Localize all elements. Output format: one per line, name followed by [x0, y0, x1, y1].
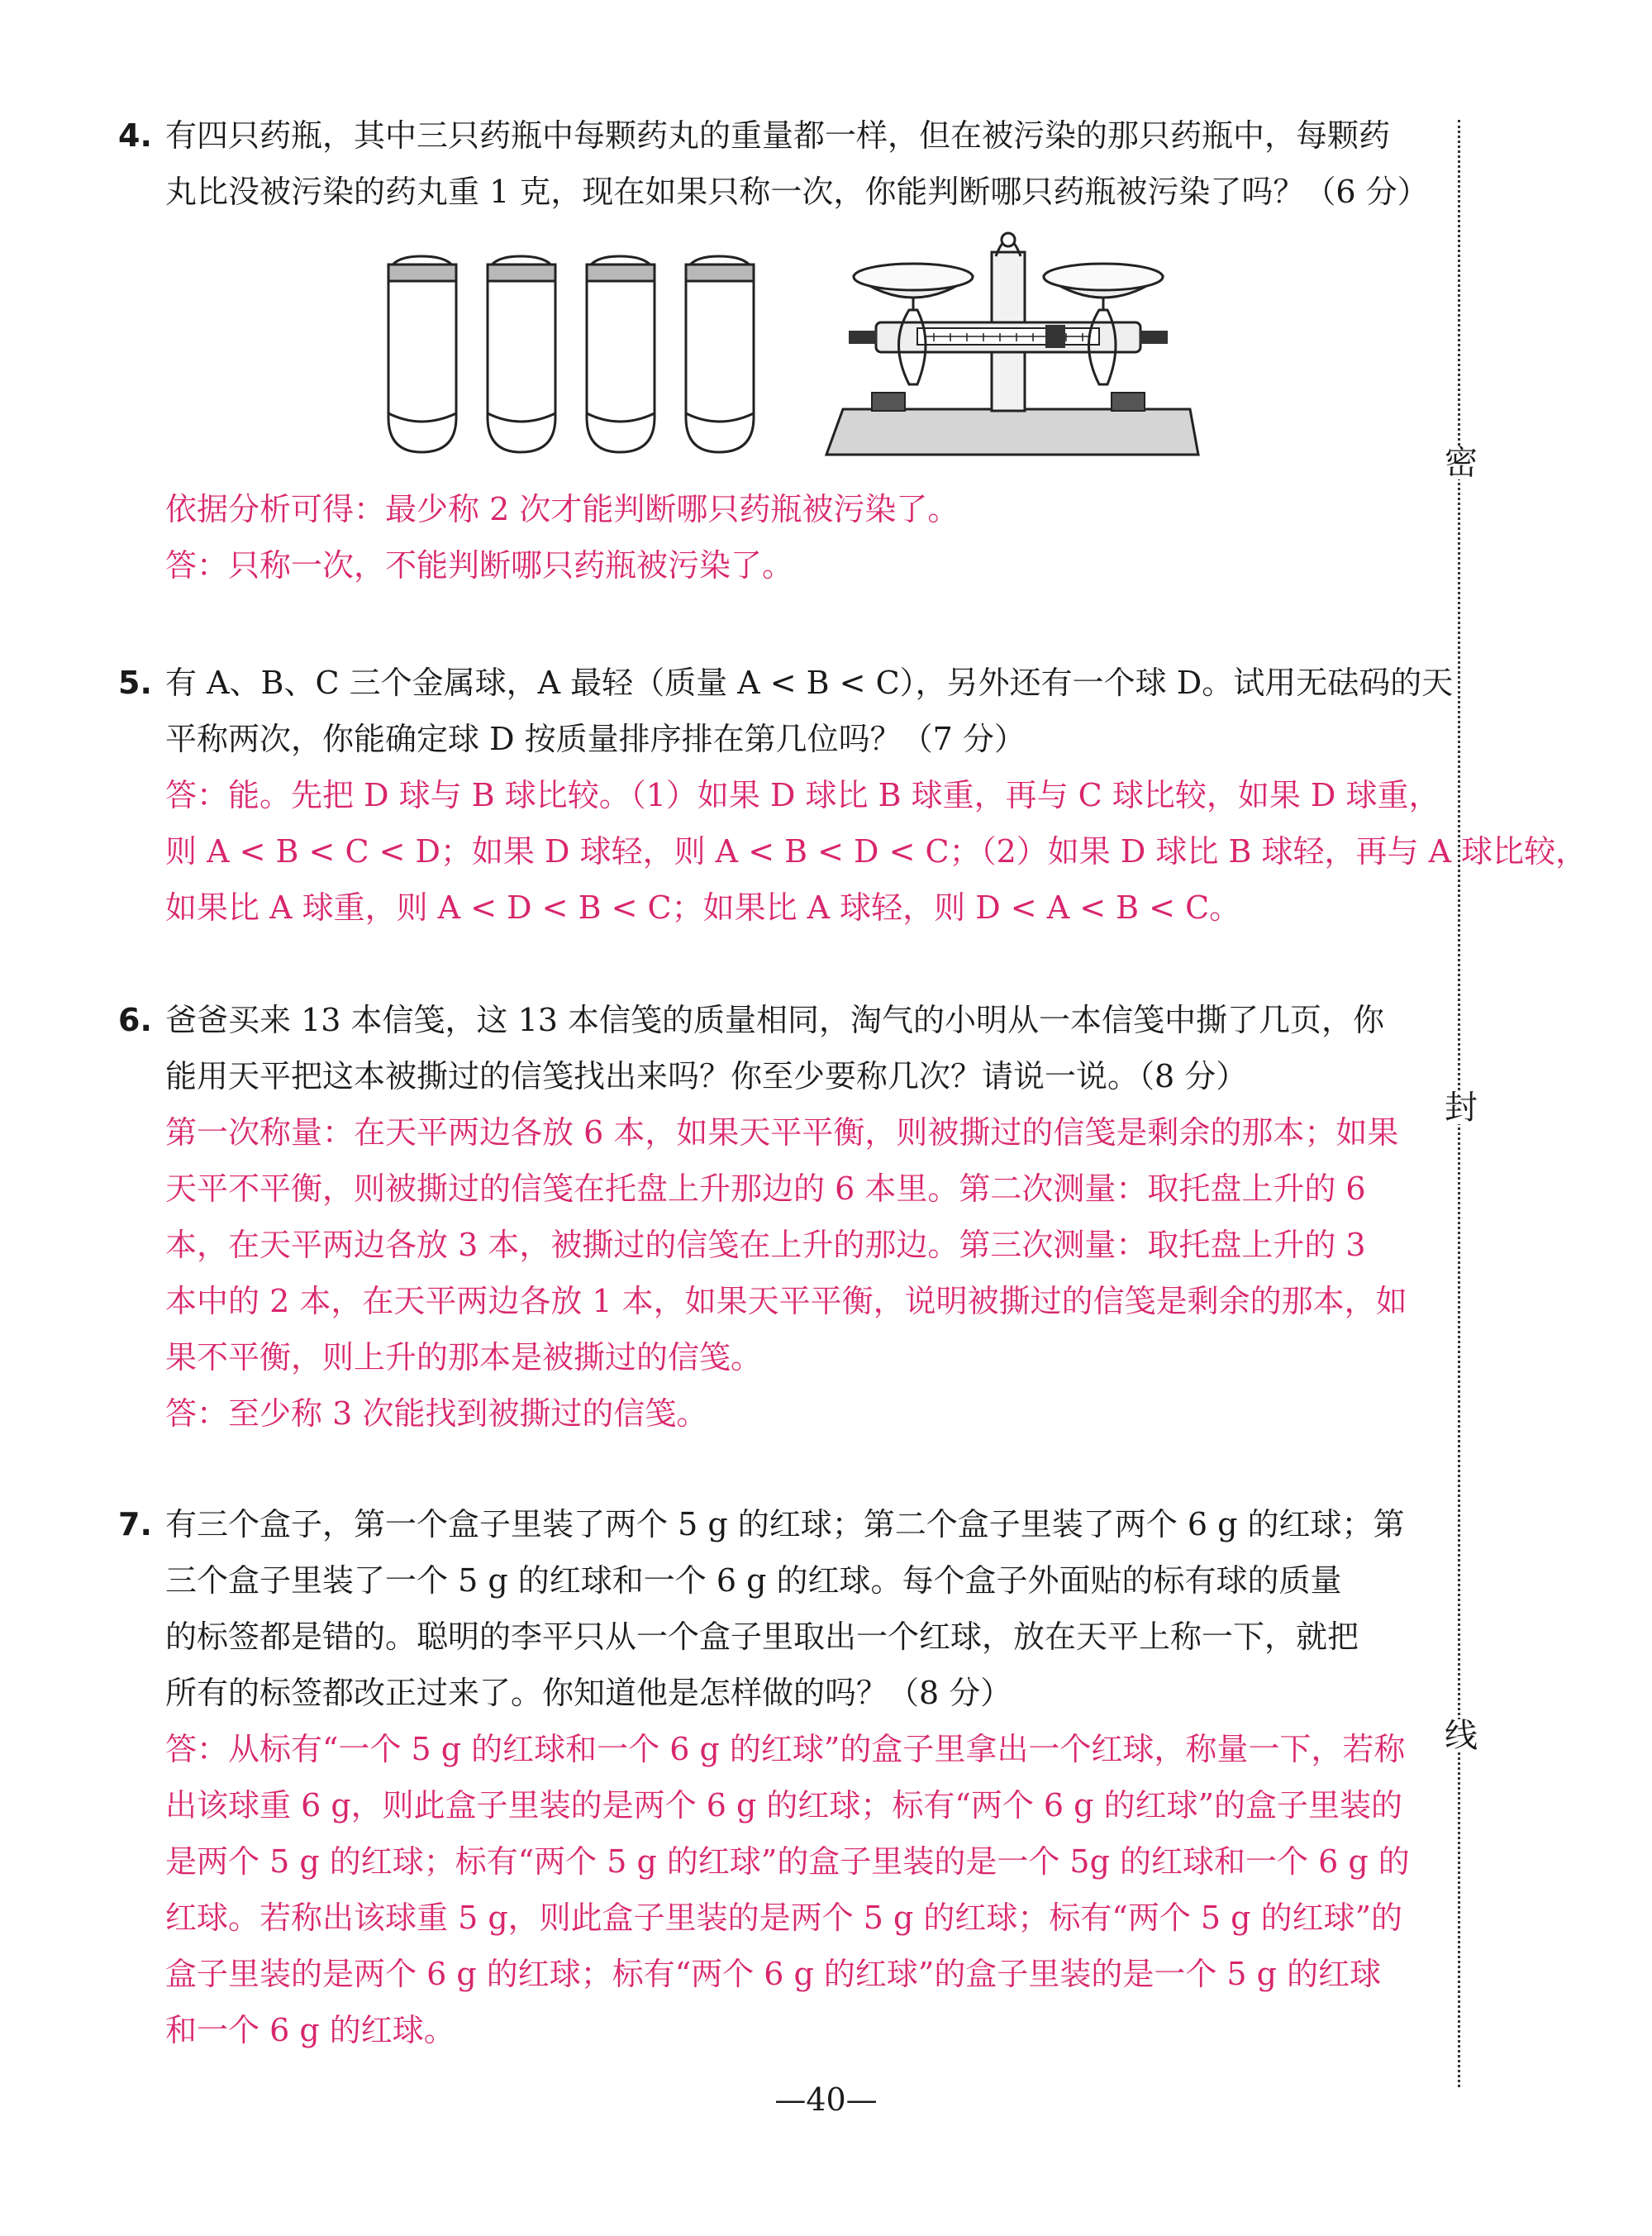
question-text: 能用天平把这本被撕过的信笺找出来吗？你至少要称几次？请说一说。（8 分） [165, 1058, 1248, 1094]
seal-margin-mi: 密 [1445, 444, 1478, 482]
answer-text: 和一个 6 g 的红球。 [165, 2012, 455, 2048]
question-number: 7. [118, 1506, 152, 1542]
medicine-bottle-icon [488, 256, 555, 452]
balance-scale-icon [826, 233, 1198, 455]
question-text: 有 A、B、C 三个金属球，A 最轻（质量 A < B < C），另外还有一个球 D。试用无砝码的天 [165, 665, 1454, 701]
answer-text: 依据分析可得：最少称 2 次才能判断哪只药瓶被污染了。 [165, 491, 959, 527]
answer-text: 如果比 A 球重，则 A < D < B < C；如果比 A 球轻，则 D < A < B < C。 [165, 889, 1241, 926]
question-text: 三个盒子里装了一个 5 g 的红球和一个 6 g 的红球。每个盒子外面贴的标有球的质量 [165, 1562, 1342, 1599]
answer-text: 是两个 5 g 的红球；标有“两个 5 g 的红球”的盒子里装的是一个 5g 的红球和一个 6 g 的 [165, 1843, 1410, 1880]
answer-text: 红球。若称出该球重 5 g，则此盒子里装的是两个 5 g 的红球；标有“两个 5 g 的红球”的 [165, 1900, 1402, 1936]
medicine-bottle-icon [686, 256, 754, 452]
answer-text: 第一次称量：在天平两边各放 6 本，如果天平平衡，则被撕过的信笺是剩余的那本；如果 [165, 1114, 1399, 1151]
question-4-figure [380, 227, 1207, 467]
question-text: 丸比没被污染的药丸重 1 克，现在如果只称一次，你能判断哪只药瓶被污染了吗？（6 分） [165, 174, 1429, 210]
answer-text: 出该球重 6 g，则此盒子里装的是两个 6 g 的红球；标有“两个 6 g 的红球”的盒子里装的 [165, 1787, 1402, 1824]
question-text: 平称两次，你能确定球 D 按质量排序排在第几位吗？（7 分） [165, 721, 1026, 757]
answer-text: 盒子里装的是两个 6 g 的红球；标有“两个 6 g 的红球”的盒子里装的是一个 5 g 的红球 [165, 1956, 1382, 1992]
question-text: 所有的标签都改正过来了。你知道他是怎样做的吗？（8 分） [165, 1675, 1012, 1711]
answer-text: 果不平衡，则上升的那本是被撕过的信笺。 [165, 1339, 763, 1375]
answer-text: 天平不平衡，则被撕过的信笺在托盘上升那边的 6 本里。第二次测量：取托盘上升的 6 [165, 1170, 1366, 1207]
question-text: 有三个盒子，第一个盒子里装了两个 5 g 的红球；第二个盒子里装了两个 6 g 的红球；第 [165, 1506, 1405, 1542]
answer-text: 本中的 2 本，在天平两边各放 1 本，如果天平平衡，说明被撕过的信笺是剩余的那本，如 [165, 1283, 1407, 1319]
question-number: 4. [118, 117, 152, 154]
answer-text: 本，在天平两边各放 3 本，被撕过的信笺在上升的那边。第三次测量：取托盘上升的 3 [165, 1227, 1366, 1263]
answer-text: 答：至少称 3 次能找到被撕过的信笺。 [165, 1395, 708, 1432]
question-text: 的标签都是错的。聪明的李平只从一个盒子里取出一个红球，放在天平上称一下，就把 [165, 1619, 1359, 1655]
answer-text: 则 A < B < C < D；如果 D 球轻，则 A < B < D < C；（2）如果 D 球比 B 球轻，再与 A 球比较， [165, 833, 1588, 870]
medicine-bottle-icon [587, 256, 655, 452]
question-number: 6. [118, 1002, 152, 1038]
seal-margin-xian: 线 [1445, 1717, 1478, 1755]
question-text: 有四只药瓶，其中三只药瓶中每颗药丸的重量都一样，但在被污染的那只药瓶中，每颗药 [165, 117, 1391, 154]
answer-text: 答：从标有“一个 5 g 的红球和一个 6 g 的红球”的盒子里拿出一个红球，称量一下，若称 [165, 1731, 1406, 1767]
question-number: 5. [118, 665, 152, 701]
page-number: —40— [774, 2081, 878, 2118]
seal-margin-feng: 封 [1445, 1089, 1478, 1127]
question-text: 爸爸买来 13 本信笺，这 13 本信笺的质量相同，淘气的小明从一本信笺中撕了几页，你 [165, 1002, 1385, 1038]
medicine-bottle-icon [388, 256, 456, 452]
answer-text: 答：能。先把 D 球与 B 球比较。（1）如果 D 球比 B 球重，再与 C 球比较，如果 D 球重， [165, 777, 1440, 813]
answer-text: 答：只称一次，不能判断哪只药瓶被污染了。 [165, 547, 794, 584]
